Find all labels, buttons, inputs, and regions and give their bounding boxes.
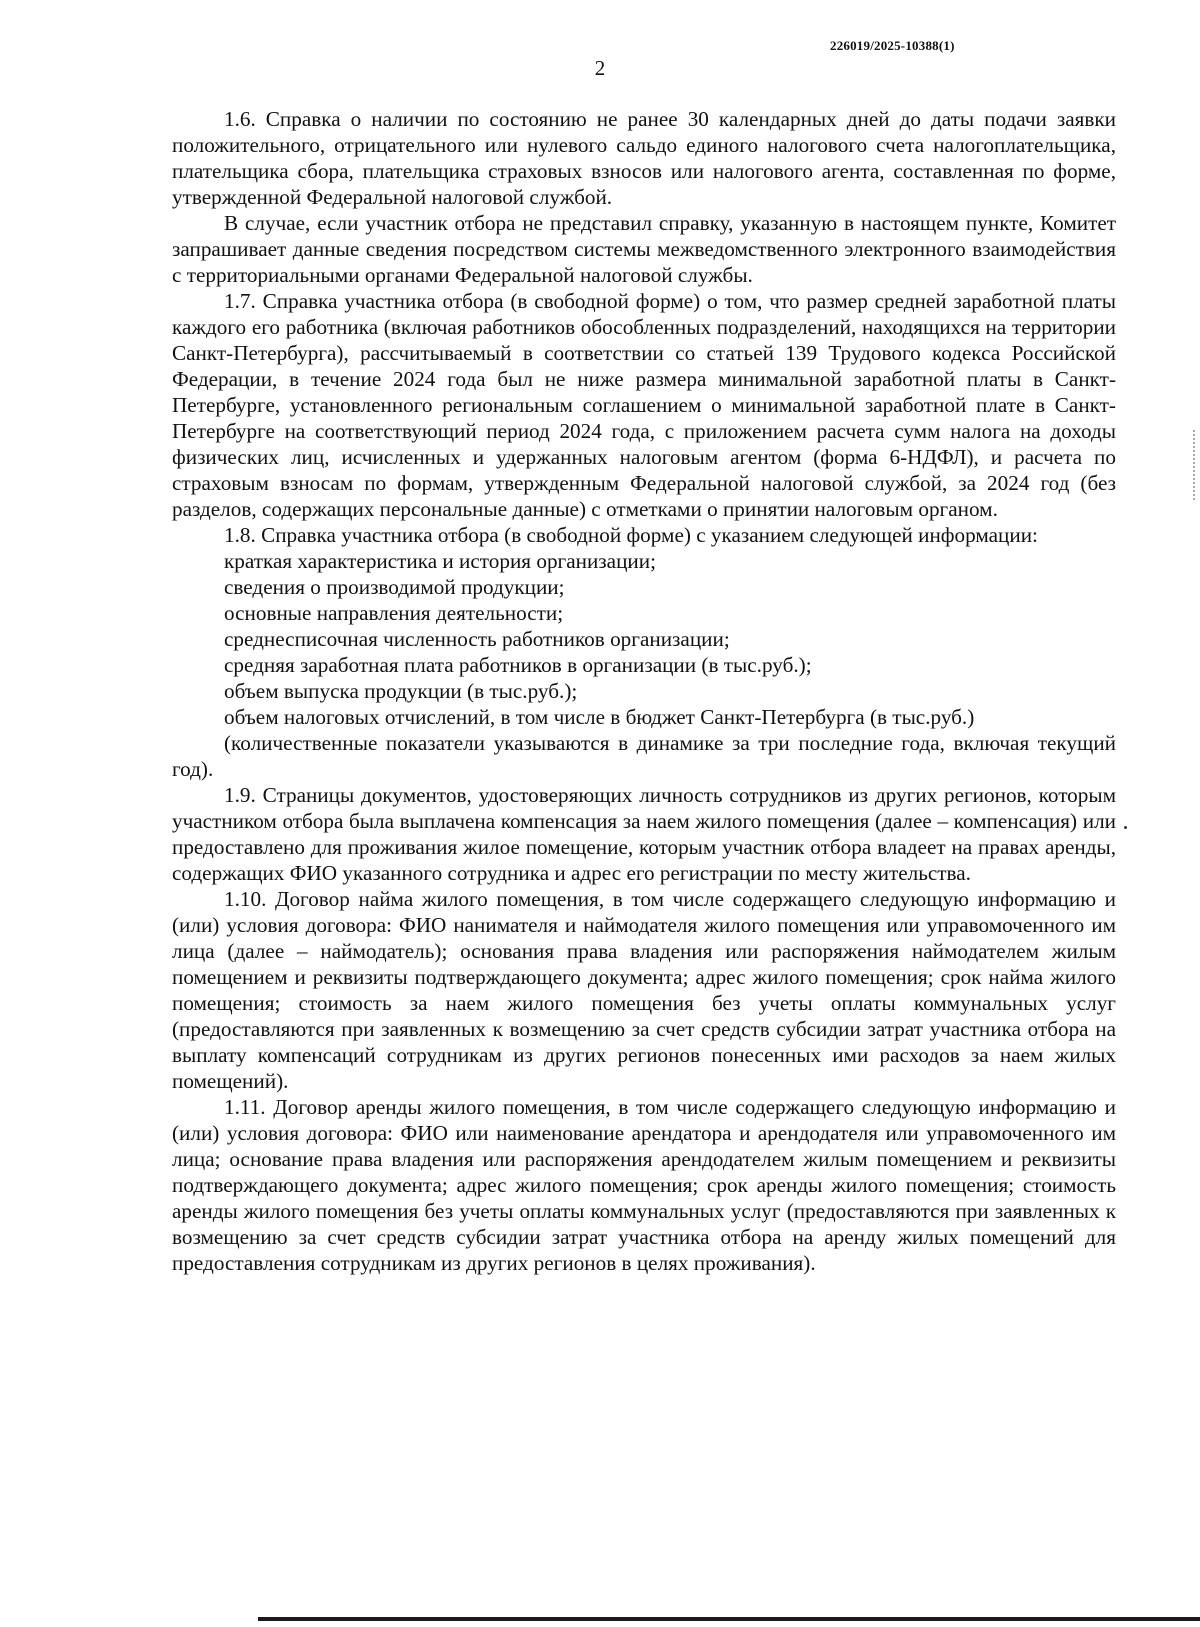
document-registration-number: 226019/2025-10388(1): [830, 38, 955, 53]
paragraph-1-8: 1.8. Справка участника отбора (в свободной форме) с указанием следующей информации:: [224, 523, 1038, 547]
paragraph-1-6: 1.6. Справка о наличии по состоянию не ранее 30 календарных дней до даты подачи заявки положительного, отрицательного или нулевого сальдо единого налогового счета налогоплательщика, плательщика сбора, плательщика страховых взносов или налогового агента, составленная по форме, утвержденной Федеральной налоговой службой.: [172, 107, 1116, 209]
paragraph-1-11: 1.11. Договор аренды жилого помещения, в том числе содержащего следующую информацию и (или) условия договора: ФИО или наименование арендатора и арендодателя или управомоченного им лица; основание права владения или распоряжения арендодателем жилым помещением и реквизиты подтверждающего документа; адрес жилого помещения; срок аренды жилого помещения; стоимость аренды жилого помещения без учеты оплаты коммунальных услуг (предоставляются при заявленных к возмещению за счет средств субсидии затрат участника отбора на аренду жилых помещений для предоставления сотрудникам из других регионов в целях проживания).: [172, 1095, 1116, 1275]
list-item: краткая характеристика и история организации;: [224, 549, 656, 573]
scan-edge-mark: [1193, 430, 1197, 500]
paragraph-1-7: 1.7. Справка участника отбора (в свободной форме) о том, что размер средней заработной платы каждого его работника (включая работников обособленных подразделений, находящихся на территории Санкт-Петербурга), рассчитываемый в соответствии со статьей 139 Трудового кодекса Российской Федерации, в течение 2024 года был не ниже размера минимальной заработной платы в Санкт-Петербурге, установленного региональным соглашением о минимальной заработной плате в Санкт-Петербурге на соответствующий период 2024 года, с приложением расчета сумм налога на доходы физических лиц, исчисленных и удержанных налоговым агентом (форма 6-НДФЛ), и расчета по страховым взносам по формам, утвержденным Федеральной налоговой службой, за 2024 год (без разделов, содержащих персональные данные) с отметками о принятии налоговым органом.: [172, 289, 1116, 521]
list-item: среднесписочная численность работников организации;: [224, 627, 730, 651]
list-item: средняя заработная плата работников в организации (в тыс.руб.);: [224, 653, 812, 677]
list-item: основные направления деятельности;: [224, 601, 564, 625]
scan-bottom-edge: [258, 1617, 1200, 1621]
list-item: объем выпуска продукции (в тыс.руб.);: [224, 679, 578, 703]
page-number: 2: [594, 56, 606, 80]
list-item: сведения о производимой продукции;: [224, 575, 565, 599]
paragraph-1-6-note: В случае, если участник отбора не представил справку, указанную в настоящем пункте, Комитет запрашивает данные сведения посредством системы межведомственного электронного взаимодействия с территориальными органами Федеральной налоговой службы.: [172, 211, 1116, 287]
document-body: [172, 106, 1116, 1276]
scan-dot: [1124, 826, 1127, 829]
list-item: объем налоговых отчислений, в том числе в бюджет Санкт-Петербурга (в тыс.руб.): [224, 705, 975, 729]
paragraph-1-8-note: (количественные показатели указываются в динамике за три последние года, включая текущий год).: [172, 731, 1116, 781]
paragraph-1-9: 1.9. Страницы документов, удостоверяющих личность сотрудников из других регионов, которым участником отбора была выплачена компенсация за наем жилого помещения (далее – компенсация) или предоставлено для проживания жилое помещение, которым участник отбора владеет на правах аренды, содержащих ФИО указанного сотрудника и адрес его регистрации по месту жительства.: [172, 783, 1116, 885]
paragraph-1-10: 1.10. Договор найма жилого помещения, в том числе содержащего следующую информацию и (или) условия договора: ФИО нанимателя и наймодателя жилого помещения или управомоченного им лица (далее – наймодатель); основания права владения или распоряжения наймодателем жилым помещением и реквизиты подтверждающего документа; адрес жилого помещения; срок найма жилого помещения; стоимость за наем жилого помещения без учеты оплаты коммунальных услуг (предоставляются при заявленных к возмещению за счет средств субсидии затрат участника отбора на выплату компенсаций сотрудникам из других регионов понесенных ими расходов за наем жилых помещений).: [172, 887, 1116, 1093]
